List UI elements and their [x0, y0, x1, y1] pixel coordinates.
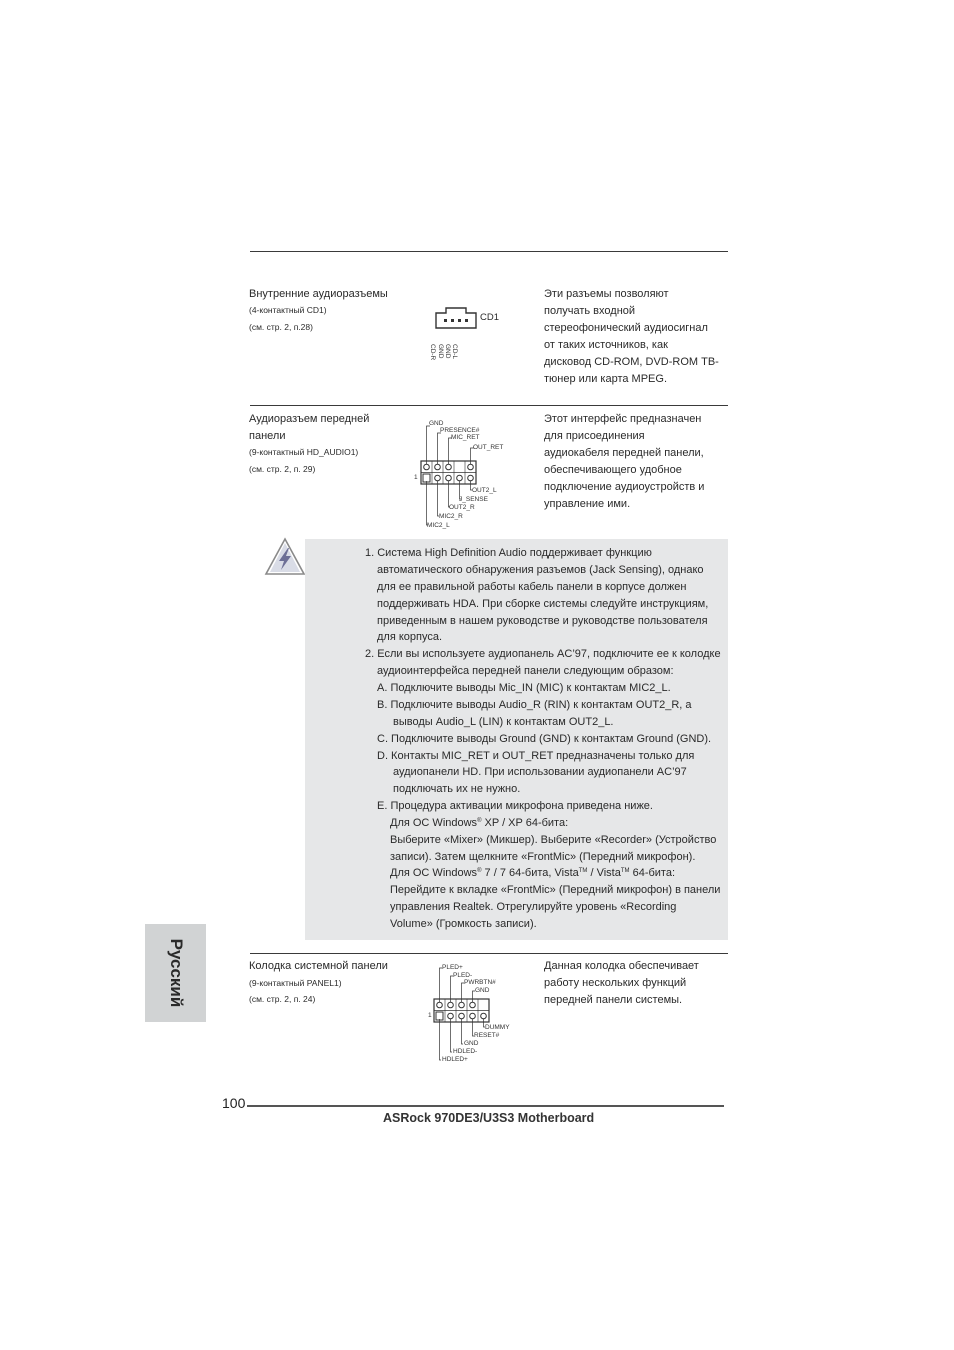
footer-title: ASRock 970DE3/U3S3 Motherboard: [383, 1111, 595, 1125]
hd-label-out2-l: OUT2_L: [472, 487, 497, 494]
cd1-description: [544, 286, 719, 388]
hd-desc-line: управление ими.: [544, 498, 631, 510]
note-text: 64-бита:: [629, 867, 676, 879]
cd1-desc-line: Эти разъемы позволяют: [544, 288, 669, 300]
note-line: Перейдите к вкладке «FrontMic» (Передний микрофон) в панели: [390, 884, 721, 896]
panel-label-hdled-minus: HDLED-: [453, 1048, 478, 1055]
section-divider: [250, 405, 728, 406]
cd1-pin-count: (4-контактный CD1): [249, 305, 327, 315]
hd-desc-line: подключение аудиоустройств и: [544, 481, 705, 493]
hd-label-j-sense: J_SENSE: [459, 496, 488, 503]
cd1-pin-cdl: CD-L: [451, 344, 458, 360]
panel-desc-line: работу нескольких функций: [544, 977, 687, 989]
panel-label-pled-minus: PLED-: [453, 972, 473, 979]
hd-audio-title-line1: Аудиоразъем передней: [249, 413, 370, 425]
page-number: 100: [222, 1095, 246, 1111]
note-line: B. Подключите выводы Audio_R (RIN) к контактам OUT2_R, а: [377, 699, 692, 711]
note-line: подключать их не нужно.: [393, 783, 521, 795]
note-line: аудиопанели HD. При использовании аудиопанели AC’97: [393, 766, 687, 778]
footer-rule: [247, 1105, 724, 1107]
cd1-pin-cdr: CD-R: [429, 344, 436, 361]
hd-desc-line: аудиокабеля передней панели,: [544, 447, 704, 459]
panel-label-pled-plus: PLED+: [442, 964, 463, 971]
hd-audio-header-diagram: [414, 418, 524, 533]
hd-desc-line: Этот интерфейс предназначен: [544, 413, 702, 425]
hd-label-out2-r: OUT2_R: [449, 504, 475, 511]
note-line: для ее правильной работы кабель панели в корпусе должен: [377, 581, 687, 593]
hd-label-mic2-r: MIC2_R: [439, 513, 463, 520]
language-side-tab: [145, 924, 206, 1022]
note-line-windows-xp: [390, 815, 568, 832]
cd1-desc-line: получать входной: [544, 305, 636, 317]
warning-icon: [264, 537, 306, 577]
top-rule: [250, 251, 728, 252]
note-line-windows-7: [390, 865, 675, 882]
cd1-pin-text: [437, 330, 470, 359]
note-line: D. Контакты MIC_RET и OUT_RET предназначены только для: [377, 750, 695, 762]
note-line: C. Подключите выводы Ground (GND) к контактам Ground (GND).: [377, 733, 712, 745]
panel-label-hdled-plus: HDLED+: [442, 1056, 468, 1063]
note-text: XP / XP 64-бита:: [481, 817, 569, 829]
panel-description: [544, 958, 699, 1009]
panel-desc-line: передней панели системы.: [544, 994, 683, 1006]
panel-pin-count: (9-контактный PANEL1): [249, 978, 342, 988]
note-line: записи). Затем щелкните «FrontMic» (Передний микрофон).: [390, 851, 696, 863]
hd-desc-line: для присоединения: [544, 430, 645, 442]
panel-page-ref: (см. стр. 2, п. 24): [249, 994, 316, 1004]
note-line: 1. Система High Definition Audio поддерживает функцию: [365, 547, 652, 559]
note-line: управления Realtek. Отрегулируйте уровень «Recording: [390, 901, 677, 913]
panel-label-gnd-bottom: GND: [464, 1040, 479, 1047]
registered-mark: ®: [477, 818, 482, 824]
hd-audio-description: [544, 411, 704, 513]
language-side-tab-label: Русский: [166, 938, 186, 1008]
hd-label-presence: PRESENCE#: [440, 427, 480, 434]
cd1-desc-line: от таких источников, как: [544, 339, 668, 351]
panel-label-gnd-top: GND: [475, 987, 490, 994]
note-line: для корпуса.: [377, 631, 443, 643]
cd1-page-ref: (см. стр. 2, п.28): [249, 322, 313, 332]
note-line: A. Подключите выводы Mic_IN (MIC) к контактам MIC2_L.: [377, 682, 671, 694]
note-line: Выберите «Mixer» (Микшер). Выберите «Recorder» (Устройство: [390, 834, 717, 846]
note-line: поддерживать HDA. При сборке системы следуйте инструкциям,: [377, 598, 709, 610]
hd-audio-title-line2: панели: [249, 430, 286, 442]
note-line: автоматического обнаружения разъемов (Jack Sensing), однако: [377, 564, 704, 576]
panel-title: Колодка системной панели: [249, 960, 388, 972]
note-text: Для ОС Windows: [390, 817, 478, 829]
hd-label-gnd: GND: [429, 420, 444, 427]
note-text: / Vista: [587, 867, 621, 879]
note-text: 7 / 7 64-бита, Vista: [481, 867, 579, 879]
note-line: приведенным в нашем руководстве и руководстве пользователя: [377, 615, 708, 627]
panel-label-dummy: DUMMY: [485, 1024, 510, 1031]
trademark-mark: TM: [620, 868, 630, 874]
note-line: Volume» (Громкость записи).: [390, 918, 537, 930]
cd1-pin-gnd2: GND: [444, 344, 451, 359]
hd-label-out-ret: OUT_RET: [473, 444, 504, 451]
note-line: выводы Audio_L (LIN) к контактам OUT2_L.: [393, 716, 614, 728]
cd1-pin-gnd1: GND: [437, 344, 444, 359]
hd-label-mic2-l: MIC2_L: [427, 522, 450, 529]
hd-label-mic-ret: MIC_RET: [451, 434, 480, 441]
panel-desc-line: Данная колодка обеспечивает: [544, 960, 699, 972]
panel-label-pwrbtn: PWRBTN#: [464, 979, 496, 986]
cd1-desc-line: стереофонический аудиосигнал: [544, 322, 708, 334]
trademark-mark: TM: [578, 868, 588, 874]
cd1-title: Внутренние аудиоразъемы: [249, 288, 388, 300]
hd-desc-line: обеспечивающего удобное: [544, 464, 682, 476]
hd-audio-title: [249, 411, 369, 445]
registered-mark: ®: [477, 868, 482, 874]
section-divider: [250, 953, 728, 954]
hd-audio-pin-count: (9-контактный HD_AUDIO1): [249, 447, 359, 457]
note-line: аудиоинтерфейса передней панели следующим образом:: [377, 665, 674, 677]
hd-pin-one: 1: [414, 474, 418, 481]
note-text: Для ОС Windows: [390, 867, 478, 879]
panel-header-diagram: [428, 962, 514, 1064]
note-line: 2. Если вы используете аудиопанель AC’97, подключите ее к колодке: [365, 648, 721, 660]
note-line: E. Процедура активации микрофона приведена ниже.: [377, 800, 653, 812]
cd1-desc-line: тюнер или карта MPEG.: [544, 373, 668, 385]
hd-audio-page-ref: (см. стр. 2, п. 29): [249, 464, 316, 474]
panel-pin-one: 1: [428, 1012, 432, 1019]
panel-label-reset: RESET#: [474, 1032, 500, 1039]
cd1-desc-line: дисковод CD-ROM, DVD-ROM ТВ-: [544, 356, 719, 368]
cd1-label: CD1: [480, 312, 500, 323]
